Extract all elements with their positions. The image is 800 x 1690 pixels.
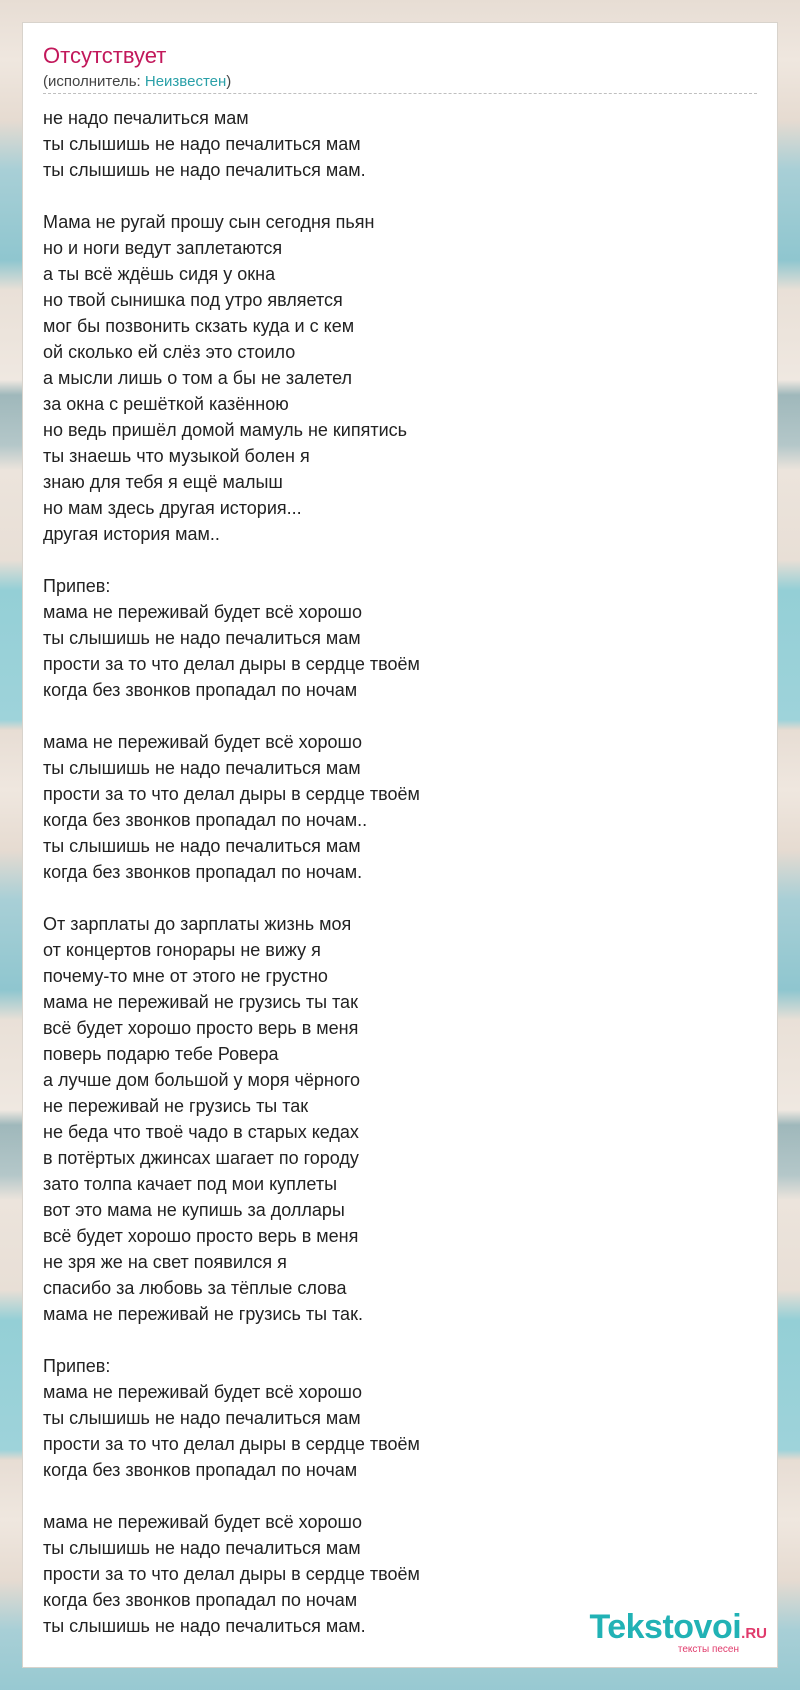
lyric-line: ты слышишь не надо печалиться мам	[43, 758, 361, 778]
lyric-line: другая история мам..	[43, 524, 220, 544]
lyric-line	[43, 1327, 743, 1353]
lyric-line: ой сколько ей слёз это стоило	[43, 342, 296, 362]
logo-name: Tekstovoi	[589, 1608, 742, 1646]
lyric-line	[43, 183, 743, 209]
lyric-line: вот это мама не купишь за доллары	[43, 1200, 345, 1220]
lyric-line	[43, 885, 743, 911]
lyric-line: когда без звонков пропадал по ночам..	[43, 810, 368, 830]
lyric-line: ты слышишь не надо печалиться мам	[43, 1538, 361, 1558]
lyric-line	[43, 703, 743, 729]
lyric-line: мама не переживай будет всё хорошо	[43, 1512, 362, 1532]
lyric-line: мама не переживай будет всё хорошо	[43, 602, 362, 622]
lyric-line: от концертов гонорары не вижу я	[43, 940, 321, 960]
lyric-line: а ты всё ждёшь сидя у окна	[43, 264, 276, 284]
lyric-line: знаю для тебя я ещё малыш	[43, 472, 283, 492]
artist-line	[43, 73, 231, 91]
lyric-line: прости за то что делал дыры в сердце твоём	[43, 1564, 420, 1584]
lyric-line: но мам здесь другая история...	[43, 498, 302, 518]
lyric-line: за окна с решёткой казённою	[43, 394, 289, 414]
artist-suffix: )	[226, 73, 232, 90]
lyric-line	[43, 1483, 743, 1509]
lyric-line: ты слышишь не надо печалиться мам	[43, 1408, 361, 1428]
lyric-line: спасибо за любовь за тёплые слова	[43, 1278, 347, 1298]
lyric-line: мама не переживай будет всё хорошо	[43, 1382, 362, 1402]
lyric-line: когда без звонков пропадал по ночам	[43, 680, 358, 700]
artist-link[interactable]: Неизвестен	[144, 73, 227, 90]
lyric-line: почему-то мне от этого не грустно	[43, 966, 328, 986]
lyric-line: зато толпа качает под мои куплеты	[43, 1174, 338, 1194]
lyric-line: Припев:	[43, 1356, 111, 1376]
lyric-line: ты слышишь не надо печалиться мам	[43, 836, 361, 856]
logo-domain: .RU	[741, 1625, 767, 1642]
song-title: Отсутствует	[43, 43, 167, 68]
lyric-line: ты слышишь не надо печалиться мам	[43, 628, 361, 648]
lyric-line: прости за то что делал дыры в сердце твоём	[43, 1434, 420, 1454]
lyric-line: всё будет хорошо просто верь в меня	[43, 1018, 359, 1038]
lyric-line: не надо печалиться мам	[43, 108, 249, 128]
lyric-line: ты слышишь не надо печалиться мам	[43, 134, 361, 154]
lyric-line: ты слышишь не надо печалиться мам.	[43, 160, 366, 180]
lyric-line: но и ноги ведут заплетаются	[43, 238, 283, 258]
lyric-line	[43, 547, 743, 573]
lyric-line: когда без звонков пропадал по ночам.	[43, 862, 363, 882]
lyric-line: ты знаешь что музыкой болен я	[43, 446, 310, 466]
lyric-line: прости за то что делал дыры в сердце твоём	[43, 654, 420, 674]
lyric-line: но ведь пришёл домой мамуль не кипятись	[43, 420, 408, 440]
lyric-line: мама не переживай не грузись ты так	[43, 992, 358, 1012]
lyric-line: не беда что твоё чадо в старых кедах	[43, 1122, 359, 1142]
artist-prefix: (исполнитель:	[43, 73, 145, 90]
lyric-line: Мама не ругай прошу сын сегодня пьян	[43, 212, 375, 232]
lyric-line: ты слышишь не надо печалиться мам.	[43, 1616, 366, 1636]
lyrics-card	[22, 22, 778, 1668]
lyric-line: когда без звонков пропадал по ночам	[43, 1590, 358, 1610]
lyrics-text	[43, 105, 743, 1639]
lyric-line: Припев:	[43, 576, 111, 596]
logo-tagline: тексты песен	[677, 1644, 739, 1655]
lyric-line: когда без звонков пропадал по ночам	[43, 1460, 358, 1480]
lyric-line: От зарплаты до зарплаты жизнь моя	[43, 914, 352, 934]
title-divider	[43, 93, 757, 94]
lyric-line: а мысли лишь о том а бы не залетел	[43, 368, 353, 388]
lyric-line: поверь подарю тебе Ровера	[43, 1044, 279, 1064]
lyric-line: мама не переживай будет всё хорошо	[43, 732, 362, 752]
lyric-line: а лучше дом большой у моря чёрного	[43, 1070, 361, 1090]
site-logo[interactable]	[589, 1610, 767, 1655]
lyric-line: всё будет хорошо просто верь в меня	[43, 1226, 359, 1246]
lyric-line: мог бы позвонить скзать куда и с кем	[43, 316, 355, 336]
lyric-line: прости за то что делал дыры в сердце твоём	[43, 784, 420, 804]
lyric-line: мама не переживай не грузись ты так.	[43, 1304, 363, 1324]
lyric-line: но твой сынишка под утро является	[43, 290, 343, 310]
lyric-line: не переживай не грузись ты так	[43, 1096, 309, 1116]
lyric-line: не зря же на свет появился я	[43, 1252, 287, 1272]
lyric-line: в потёртых джинсах шагает по городу	[43, 1148, 359, 1168]
